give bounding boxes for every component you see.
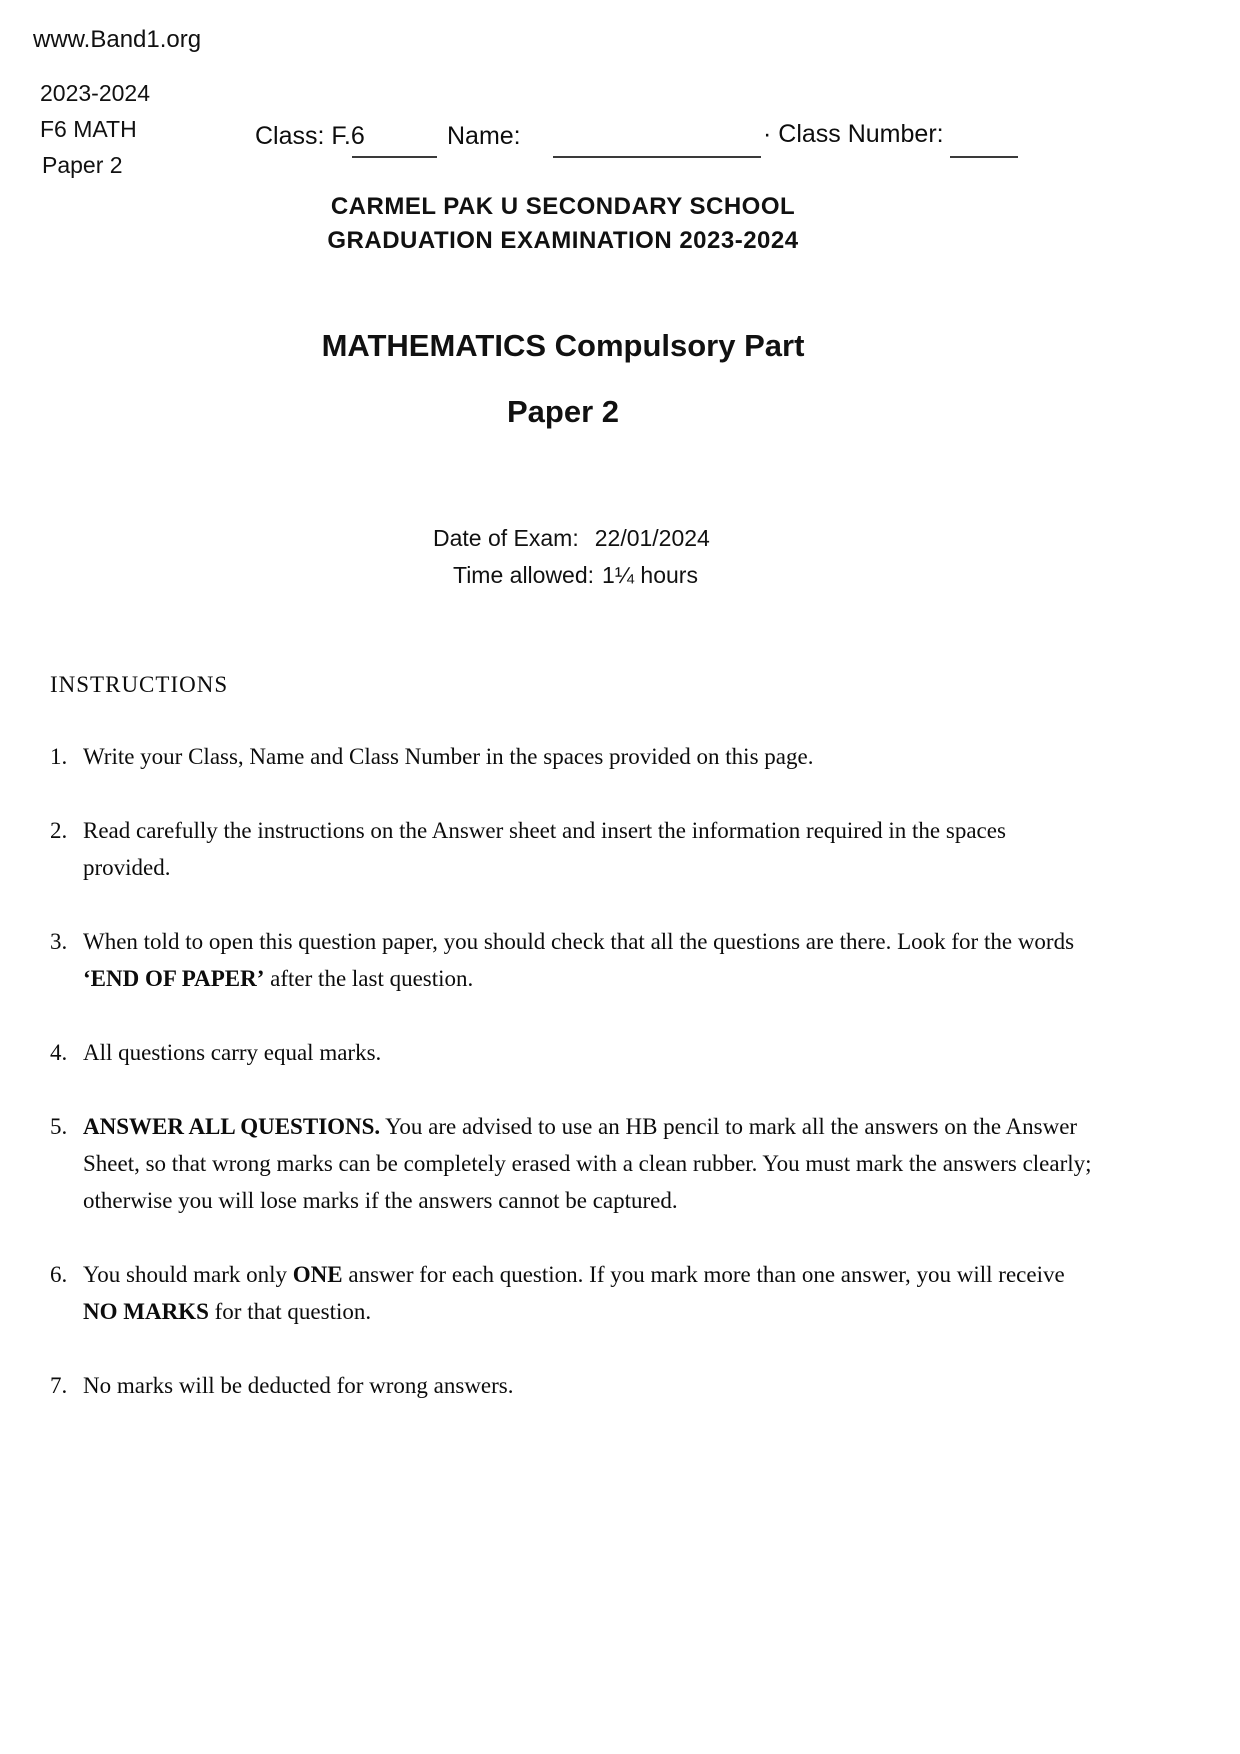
paper-subtitle: Paper 2 <box>506 394 619 429</box>
corner-subject: F6 MATH <box>40 116 137 142</box>
paper-title: MATHEMATICS Compulsory Part <box>321 328 805 363</box>
instruction-item <box>50 923 1096 997</box>
instruction-item <box>50 812 1096 886</box>
exam-date-row <box>433 525 710 552</box>
corner-school-year: 2023-2024 <box>40 80 150 106</box>
site-watermark: www.Band1.org <box>33 26 202 53</box>
instruction-number: 5. <box>50 1114 68 1139</box>
instruction-number: 3. <box>50 929 68 954</box>
instruction-number: 2. <box>50 818 68 843</box>
instructions-list <box>50 738 1096 1404</box>
instruction-item <box>50 1256 1096 1330</box>
instruction-text: When told to open this question paper, you should check that all the questions are there. Look for the words ‘END OF PAPER’ after the last question. <box>83 929 1075 991</box>
instruction-item <box>50 1034 1096 1071</box>
instruction-text: Read carefully the instructions on the Answer sheet and insert the information required in the spaces provided. <box>83 818 1006 880</box>
exam-time-row <box>453 562 698 589</box>
instruction-text: ANSWER ALL QUESTIONS. You are advised to use an HB pencil to mark all the answers on the Answer Sheet, so that wrong marks can be completely erased with a clean rubber. You must mark the answers clearly; otherwise you will lose marks if the answers cannot be captured. <box>83 1114 1092 1213</box>
instruction-text: Write your Class, Name and Class Number in the spaces provided on this page. <box>83 744 814 769</box>
instruction-item <box>50 1108 1096 1219</box>
school-name: CARMEL PAK U SECONDARY SCHOOL <box>330 193 796 220</box>
instruction-item <box>50 1367 1096 1404</box>
exam-time-value: 1¼ hours <box>602 562 698 588</box>
instruction-text: You should mark only ONE answer for each question. If you mark more than one answer, you will receive NO MARKS for that question. <box>83 1262 1065 1324</box>
instruction-number: 6. <box>50 1262 68 1287</box>
class-field-label: Class: F.6 <box>255 122 365 150</box>
exam-time-label: Time allowed: <box>453 562 595 588</box>
instruction-item <box>50 738 1096 775</box>
instruction-number: 7. <box>50 1373 68 1398</box>
instructions-section <box>50 672 1096 1441</box>
class-number-field-label: · Class Number: <box>763 120 944 148</box>
instruction-number: 4. <box>50 1040 68 1065</box>
instruction-text: No marks will be deducted for wrong answers. <box>83 1373 514 1398</box>
examination-name: GRADUATION EXAMINATION 2023-2024 <box>327 227 799 254</box>
class-blank-line <box>352 128 437 158</box>
instructions-heading: INSTRUCTIONS <box>50 672 229 697</box>
name-blank-line <box>553 128 761 158</box>
exam-date-label: Date of Exam: <box>433 525 579 551</box>
instruction-text: All questions carry equal marks. <box>83 1040 382 1065</box>
instruction-number: 1. <box>50 744 68 769</box>
class-number-blank-line <box>950 128 1018 158</box>
corner-paper-number: Paper 2 <box>42 152 123 178</box>
exam-date-value: 22/01/2024 <box>594 525 710 551</box>
name-field-label: Name: <box>447 122 521 150</box>
